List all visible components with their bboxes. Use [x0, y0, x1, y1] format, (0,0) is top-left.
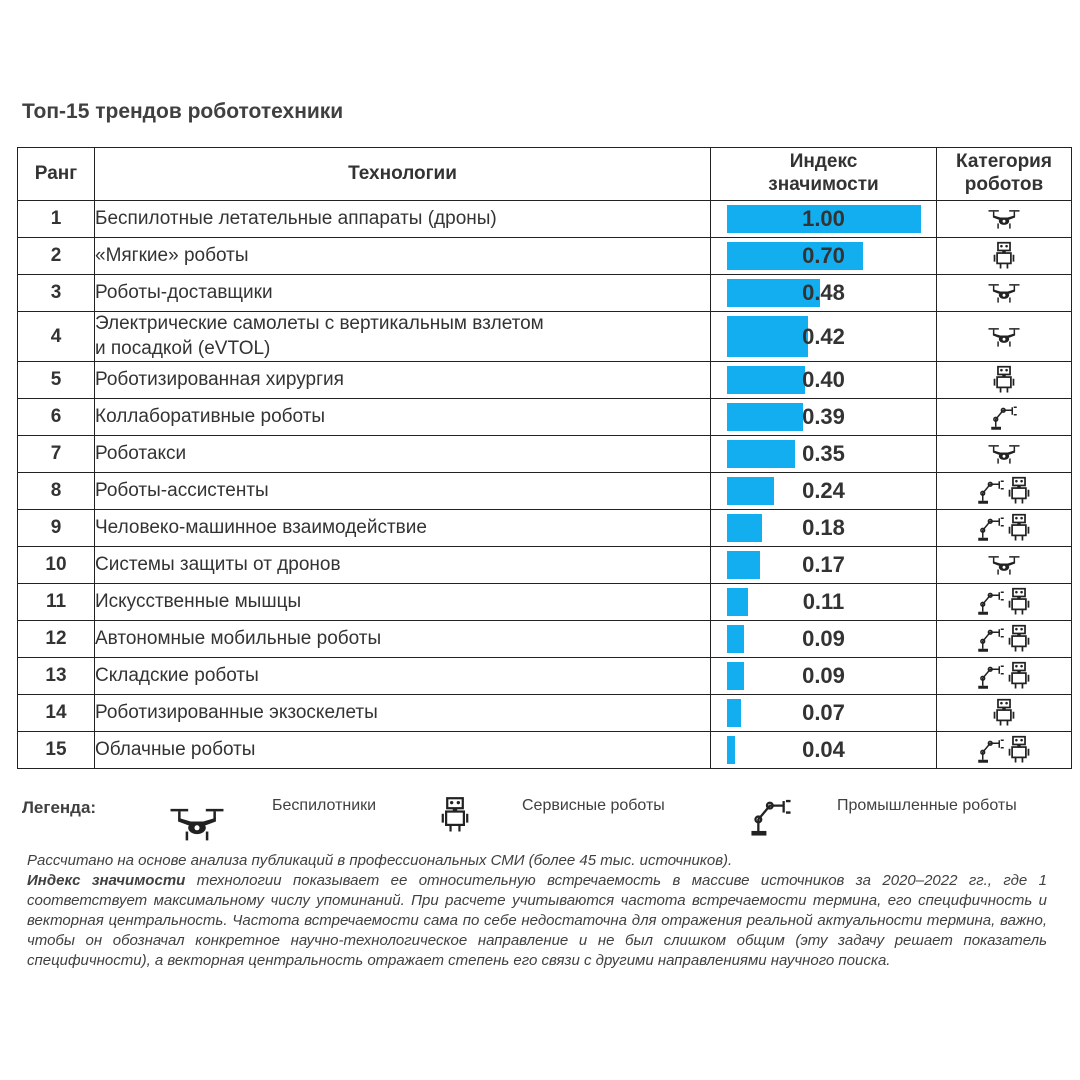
technology-label: Роботизированная хирургия [95, 369, 344, 391]
legend-label: Легенда: [22, 798, 97, 817]
technology-cell [95, 621, 711, 658]
index-value-label: 0.17 [802, 552, 845, 578]
index-value-label: 0.04 [802, 737, 845, 763]
footnote-bold-term: Индекс значимости [27, 872, 186, 889]
technology-label: «Мягкие» роботы [95, 244, 249, 266]
category-cell [937, 584, 1072, 621]
industrial-icon [976, 739, 1006, 760]
category-cell [937, 732, 1072, 769]
technology-cell [95, 201, 711, 238]
header-category-line2: роботов [964, 174, 1044, 195]
rank-cell: 6 [18, 399, 95, 436]
drone-icon [987, 443, 1021, 464]
index-value-label: 1.00 [802, 206, 845, 231]
service-icon [991, 245, 1017, 266]
technology-label: Облачные роботы [95, 739, 256, 761]
technology-label: Роботизированные экзоскелеты [95, 702, 378, 724]
legend-industrial-icon [748, 794, 794, 838]
technology-cell [95, 436, 711, 473]
index-cell [711, 658, 937, 695]
service-icon [1006, 628, 1032, 649]
category-cell [937, 547, 1072, 584]
rank-cell: 2 [18, 238, 95, 275]
footnote [27, 851, 1047, 971]
legend-drone-icon [168, 806, 226, 842]
header-index-line2: значимости [768, 174, 879, 195]
technology-cell [95, 312, 711, 362]
category-cell [937, 238, 1072, 275]
drone-icon [987, 208, 1021, 229]
technology-label: Искусственные мышцы [95, 591, 302, 613]
technology-cell [95, 732, 711, 769]
footnote-paragraph: технологии показывает ее относительную встречаемость в массиве источников за 2020–2022 гг., где 1 соответствует максимальному числу упоминаний. При расчете учитываются частота встречаемости термина, его специфичность и векторная центральность. Частота встречаемости сама по себе недостаточна для отражения реальной актуальности термина, важно, чтобы он обозначал конкретное научно-технологическое направление и не был слишком общим (эту задачу решает показатель специфичности), а векторная центральность отражает степень его связи с другими направлениями научного поиска. [27, 872, 1048, 969]
category-cell [937, 275, 1072, 312]
table-row [18, 312, 1072, 362]
index-value-label: 0.07 [802, 700, 845, 726]
rank-cell: 12 [18, 621, 95, 658]
index-cell [711, 510, 937, 547]
category-cell [937, 658, 1072, 695]
header-index [711, 148, 937, 201]
rank-cell: 13 [18, 658, 95, 695]
technology-cell [95, 584, 711, 621]
technology-cell [95, 547, 711, 584]
index-cell [711, 584, 937, 621]
table-row [18, 201, 1072, 238]
index-cell [711, 695, 937, 732]
index-value-label: 0.48 [802, 280, 845, 305]
rank-cell: 7 [18, 436, 95, 473]
technology-label: Системы защиты от дронов [95, 554, 341, 576]
index-cell [711, 275, 937, 312]
rank-cell: 3 [18, 275, 95, 312]
index-cell [711, 399, 937, 436]
header-index-line1: Индекс [789, 151, 858, 173]
legend-service-icon [438, 796, 472, 836]
table-row [18, 621, 1072, 658]
rank-cell: 8 [18, 473, 95, 510]
table-row [18, 238, 1072, 275]
industrial-icon [976, 628, 1006, 649]
table-row [18, 275, 1072, 312]
table-row [18, 436, 1072, 473]
technology-label: Коллаборативные роботы [95, 406, 326, 428]
header-category [937, 148, 1072, 201]
rank-cell: 10 [18, 547, 95, 584]
industrial-icon [989, 406, 1019, 427]
service-icon [1006, 665, 1032, 686]
table-row [18, 658, 1072, 695]
index-cell [711, 621, 937, 658]
table-row [18, 399, 1072, 436]
index-cell [711, 732, 937, 769]
service-icon [1006, 480, 1032, 501]
category-cell [937, 399, 1072, 436]
index-value-label: 0.70 [802, 243, 845, 268]
page-title: Топ-15 трендов робототехники [22, 100, 344, 123]
table-row [18, 547, 1072, 584]
drone-icon [987, 326, 1021, 347]
index-value-label: 0.09 [802, 626, 845, 652]
table-row [18, 695, 1072, 732]
index-cell [711, 362, 937, 399]
index-value-label: 0.24 [802, 478, 845, 504]
industrial-icon [976, 591, 1006, 612]
rank-cell: 15 [18, 732, 95, 769]
service-icon [1006, 517, 1032, 538]
rank-cell: 4 [18, 312, 95, 362]
index-cell [711, 547, 937, 584]
index-cell [711, 436, 937, 473]
technology-cell [95, 695, 711, 732]
index-value-label: 0.35 [802, 441, 845, 467]
technology-label: Роботакси [95, 443, 187, 465]
index-cell [711, 312, 937, 362]
category-cell [937, 510, 1072, 547]
rank-cell: 9 [18, 510, 95, 547]
technology-label: Складские роботы [95, 665, 259, 687]
industrial-icon [976, 480, 1006, 501]
index-value-label: 0.11 [802, 589, 845, 615]
legend-drone-text: Беспилотники [272, 797, 377, 814]
category-cell [937, 436, 1072, 473]
technology-cell [95, 510, 711, 547]
technology-label: Роботы-ассистенты [95, 480, 269, 502]
index-cell [711, 473, 937, 510]
technology-cell [95, 275, 711, 312]
rank-cell: 5 [18, 362, 95, 399]
rank-cell: 14 [18, 695, 95, 732]
category-cell [937, 362, 1072, 399]
category-cell [937, 621, 1072, 658]
index-value-label: 0.09 [802, 663, 845, 689]
index-value-label: 0.42 [802, 323, 845, 349]
technology-cell [95, 399, 711, 436]
table-header-row [18, 148, 1072, 201]
technology-label: Роботы-доставщики [95, 281, 273, 303]
technology-label: Электрические самолеты с вертикальным взлетом [95, 313, 544, 334]
footnote-source: Рассчитано на основе анализа публикаций в профессиональных СМИ (более 45 тыс. источников). [27, 852, 733, 869]
technology-label: Автономные мобильные роботы [95, 628, 382, 650]
table-row [18, 584, 1072, 621]
rank-cell: 1 [18, 201, 95, 238]
technology-cell [95, 658, 711, 695]
index-cell [711, 238, 937, 275]
table-row [18, 732, 1072, 769]
legend-service-text: Сервисные роботы [522, 797, 665, 814]
rank-cell: 11 [18, 584, 95, 621]
industrial-icon [976, 517, 1006, 538]
index-value-label: 0.39 [802, 404, 845, 430]
header-rank: Ранг [18, 148, 95, 201]
technology-cell [95, 473, 711, 510]
table-row [18, 362, 1072, 399]
service-icon [1006, 739, 1032, 760]
header-category-line1: Категория [956, 151, 1052, 173]
category-cell [937, 312, 1072, 362]
technology-label: и посадкой (eVTOL) [95, 337, 271, 359]
drone-icon [987, 554, 1021, 575]
technology-cell [95, 238, 711, 275]
legend [22, 790, 1062, 850]
header-tech: Технологии [95, 148, 711, 201]
drone-icon [987, 282, 1021, 303]
service-icon [1006, 591, 1032, 612]
footnote-definition [27, 871, 1047, 971]
table-row [18, 473, 1072, 510]
legend-industrial-text: Промышленные роботы [837, 797, 1017, 814]
service-icon [991, 369, 1017, 390]
index-value-label: 0.18 [802, 515, 845, 541]
technology-label: Человеко-машинное взаимодействие [95, 517, 427, 539]
industrial-icon [976, 665, 1006, 686]
category-cell [937, 695, 1072, 732]
technology-label: Беспилотные летательные аппараты (дроны) [95, 207, 497, 229]
index-value-label: 0.40 [802, 367, 845, 393]
index-cell [711, 201, 937, 238]
trends-table [17, 147, 1072, 769]
category-cell [937, 473, 1072, 510]
technology-cell [95, 362, 711, 399]
service-icon [991, 702, 1017, 723]
table-row [18, 510, 1072, 547]
category-cell [937, 201, 1072, 238]
